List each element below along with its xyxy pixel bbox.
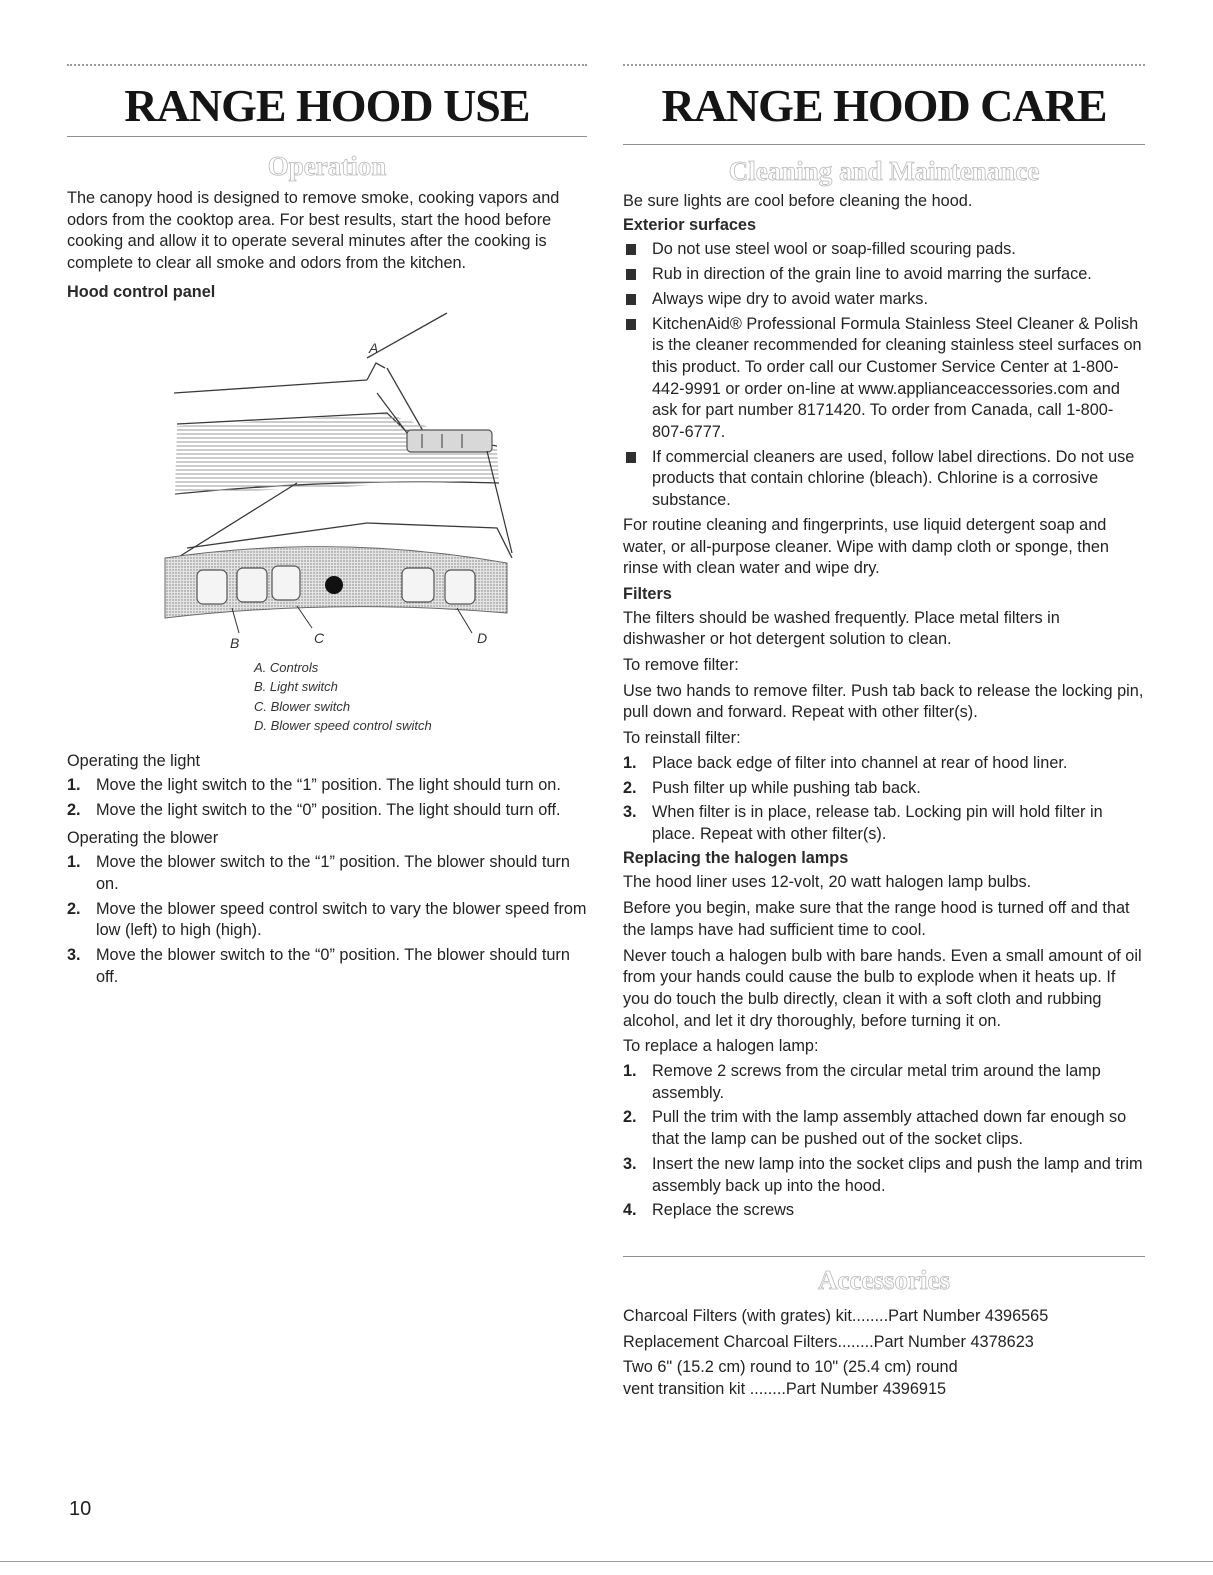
reinstall-steps: [623, 753, 1145, 846]
accessory-line: Charcoal Filters (with grates) kit........Part Number 4396565: [623, 1306, 1049, 1325]
square-bullet-icon: [626, 244, 636, 255]
figure-legend: [254, 658, 587, 736]
list-item: KitchenAid® Professional Formula Stainless Steel Cleaner & Polish is the cleaner recommended for cleaning stainless steel surfaces on this product. To order call our Customer Service Center at 1-800-442-9991 or order on-line at www.applianceaccessories.com and ask for part number 8171420. To order from Canada, call 1-800-807-6777.: [623, 314, 1145, 444]
halogen-lamps-heading: Replacing the halogen lamps: [623, 848, 849, 867]
range-hood-care-title: RANGE HOOD CARE: [661, 80, 1107, 131]
figure-letter-a: A: [369, 339, 379, 356]
list-item: 1. Move the light switch to the “1” position. The light should turn on.: [67, 776, 561, 795]
legend-item: C. Blower switch: [254, 698, 351, 714]
list-item: If commercial cleaners are used, follow label directions. Do not use products that contain chlorine (bleach). Chlorine is a corrosive substance.: [623, 447, 1145, 512]
cleaning-intro: Be sure lights are cool before cleaning the hood.: [623, 192, 973, 210]
replace-lamp-label: To replace a halogen lamp:: [623, 1037, 819, 1056]
legend-item: B. Light switch: [254, 679, 338, 695]
accessories-heading: Accessories: [818, 1264, 950, 1295]
list-item: 4. Replace the screws: [623, 1201, 795, 1220]
reinstall-filter-label: To reinstall filter:: [623, 729, 741, 748]
range-hood-use-title: RANGE HOOD USE: [124, 80, 530, 131]
exterior-bullets: [623, 239, 1145, 511]
list-item: Always wipe dry to avoid water marks.: [623, 289, 1145, 311]
control-panel-figure: [67, 308, 587, 668]
square-bullet-icon: [626, 452, 636, 463]
list-item: Do not use steel wool or soap-filled scouring pads.: [623, 239, 1145, 261]
list-item: 2. Move the blower speed control switch to vary the blower speed from low (left) to high (high).: [67, 899, 587, 940]
list-item: 3. When filter is in place, release tab. Locking pin will hold filter in place. Repeat with other filter(s).: [623, 803, 1103, 843]
blower-knob-dot: [325, 576, 343, 594]
filter-area-shading: [175, 414, 499, 494]
light-steps: [67, 775, 587, 821]
remove-filter-paragraph: Use two hands to remove filter. Push tab back to release the locking pin, pull down and forward. Repeat with other filter(s).: [623, 681, 1144, 722]
top-dotted-rule-left: [67, 64, 587, 66]
legend-item: A. Controls: [254, 659, 319, 675]
list-item: 2. Move the light switch to the “0” position. The light should turn off.: [67, 800, 561, 819]
square-bullet-icon: [626, 269, 636, 280]
routine-cleaning-paragraph: For routine cleaning and fingerprints, use liquid detergent soap and water, or all-purpose cleaner. Wipe with damp cloth or sponge, then rinse with clean water and wipe dry.: [623, 515, 1109, 578]
title-rule: [623, 144, 1145, 145]
top-dotted-rule-right: [623, 64, 1145, 66]
square-bullet-icon: [626, 319, 636, 330]
halogen-paragraph: Never touch a halogen bulb with bare hands. Even a small amount of oil from your hands could cause the bulb to explode when it heats up. If you do touch the bulb directly, clean it with a soft cloth and rubbing alcohol, and let it dry thoroughly, before turning it on.: [623, 946, 1142, 1030]
operation-heading: Operation: [267, 151, 387, 181]
blower-steps: [67, 852, 587, 988]
halogen-paragraph: Before you begin, make sure that the range hood is turned off and that the lamps have had sufficient time to cool.: [623, 899, 1130, 939]
range-hood-care-column: [623, 80, 1145, 1401]
list-item: 1. Place back edge of filter into channel at rear of hood liner.: [623, 753, 1068, 772]
remove-filter-label: To remove filter:: [623, 656, 739, 675]
figure-letter-d: D: [477, 629, 488, 646]
accessory-line: Replacement Charcoal Filters........Part Number 4378623: [623, 1332, 1034, 1351]
list-item: 3. Move the blower switch to the “0” position. The blower should turn off.: [67, 946, 570, 986]
cleaning-maintenance-heading: Cleaning and Maintenance: [728, 156, 1040, 186]
list-item: Rub in direction of the grain line to avoid marring the surface.: [623, 264, 1145, 286]
replace-steps: [623, 1061, 1145, 1222]
list-item: 1. Remove 2 screws from the circular metal trim around the lamp assembly.: [623, 1062, 1101, 1102]
callout-lines: [232, 606, 472, 633]
halogen-paragraph: The hood liner uses 12-volt, 20 watt halogen lamp bulbs.: [623, 873, 1032, 892]
figure-letter-c: C: [314, 629, 325, 646]
accessory-line: Two 6" (15.2 cm) round to 10" (25.4 cm) round: [623, 1358, 958, 1377]
legend-item: D. Blower speed control switch: [254, 718, 432, 734]
filters-paragraph: The filters should be washed frequently. Place metal filters in dishwasher or hot detergent solution to clean.: [623, 608, 1060, 649]
bottom-rule: [0, 1561, 1213, 1562]
range-hood-use-column: [67, 80, 587, 989]
operating-light-heading: Operating the light: [67, 751, 201, 770]
list-item: 1. Move the blower switch to the “1” position. The blower should turn on.: [67, 853, 570, 894]
title-rule: [67, 136, 587, 137]
filters-heading: Filters: [623, 584, 672, 603]
list-item: 2. Pull the trim with the lamp assembly attached down far enough so that the lamp can be pushed out of the socket clips.: [623, 1108, 1127, 1149]
accessories-rule: [623, 1256, 1145, 1257]
control-strip: [407, 430, 492, 452]
accessory-line: vent transition kit ........Part Number 4396915: [623, 1380, 947, 1399]
list-item: 3. Insert the new lamp into the socket clips and push the lamp and trim assembly back up into the hood.: [623, 1154, 1143, 1195]
list-item: 2. Push filter up while pushing tab back.: [623, 778, 921, 797]
operating-blower-heading: Operating the blower: [67, 828, 219, 847]
figure-letter-b: B: [230, 634, 240, 651]
intro-paragraph: The canopy hood is designed to remove smoke, cooking vapors and odors from the cooktop area. For best results, start the hood before cooking and allow it to operate several minutes after the cooking is complete to clear all smoke and odors from the kitchen.: [67, 189, 560, 273]
hood-control-panel-heading: Hood control panel: [67, 282, 216, 301]
square-bullet-icon: [626, 294, 636, 305]
page-number: 10: [69, 1498, 92, 1520]
exterior-surfaces-heading: Exterior surfaces: [623, 215, 757, 234]
